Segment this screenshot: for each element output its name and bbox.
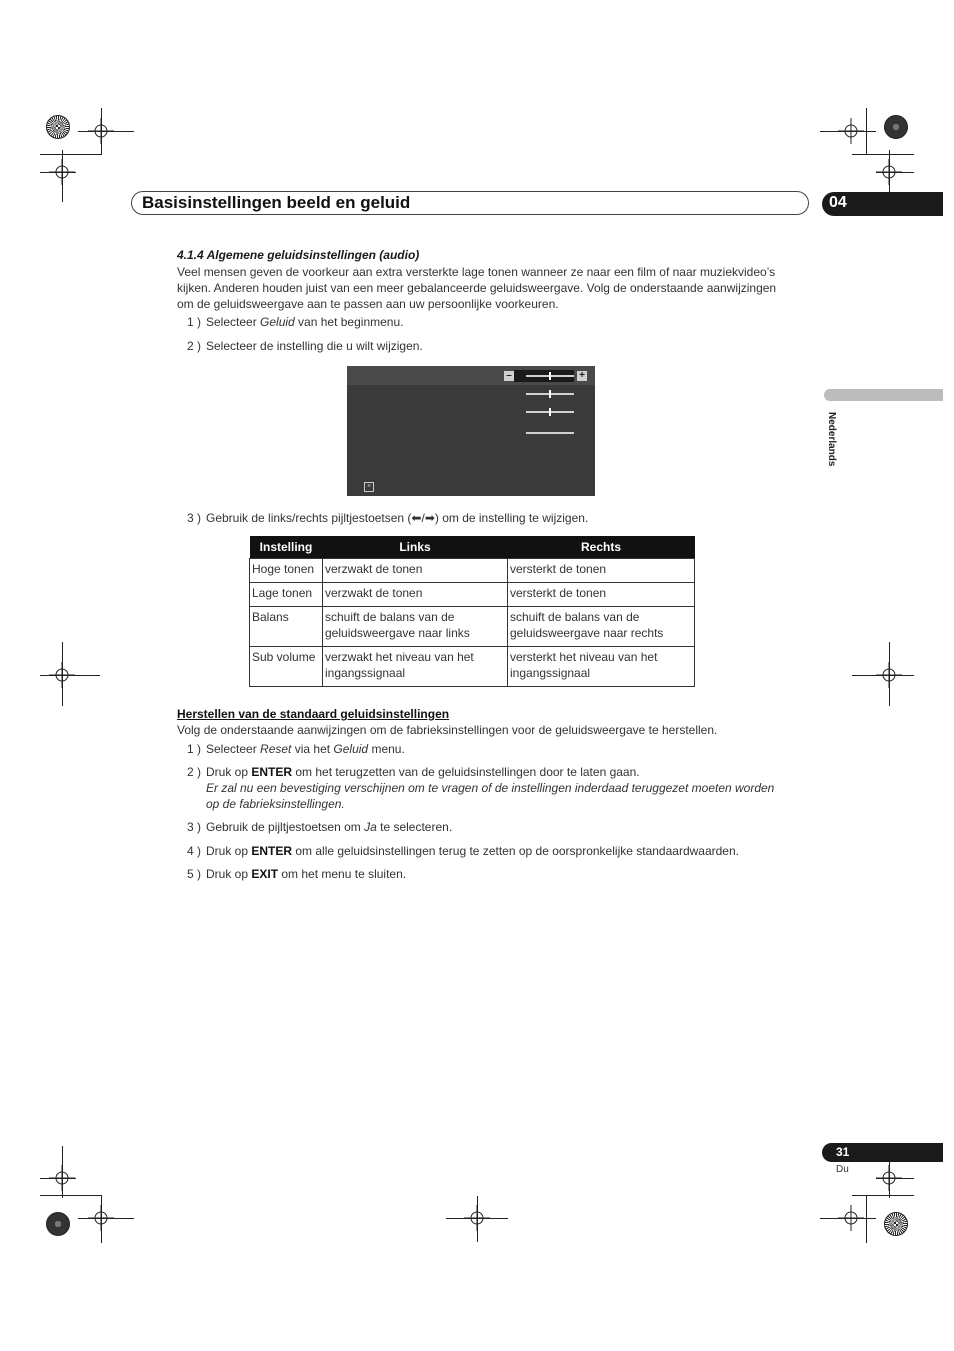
registration-rosette-icon	[884, 1212, 908, 1236]
reset-step-1: 1 ) Selecteer Reset via het Geluid menu.	[187, 742, 405, 756]
table-header: Links	[323, 536, 508, 559]
table-cell: verzwakt de tonen	[323, 559, 508, 583]
section-heading: 4.1.4 Algemene geluidsinstellingen (audio)	[177, 248, 420, 262]
table-cell: versterkt het niveau van het ingangssignaal	[508, 647, 695, 687]
table-header: Instelling	[250, 536, 323, 559]
crosshair-icon	[88, 118, 114, 144]
osd-slider-knob	[549, 372, 551, 380]
table-cell: versterkt de tonen	[508, 583, 695, 607]
crosshair-icon	[838, 118, 864, 144]
table-cell: Balans	[250, 607, 323, 647]
language-tab	[824, 389, 943, 401]
chapter-number: 04	[829, 194, 847, 211]
page-number: 31	[836, 1145, 850, 1159]
table-row	[250, 607, 695, 647]
osd-slider-sub-volume	[526, 432, 574, 434]
table-row	[250, 583, 695, 607]
table-cell: Sub volume	[250, 647, 323, 687]
reset-step-4: 4 ) Druk op ENTER om alle geluidsinstellingen terug te zetten op de oorspronkelijke standaardwaarden.	[187, 844, 739, 858]
table-row	[250, 647, 695, 687]
table-cell: schuift de balans van de geluidsweergave naar rechts	[508, 607, 695, 647]
reset-step-2: 2 ) Druk op ENTER om het terugzetten van de geluidsinstellingen door te laten gaan. Er zal nu een bevestiging verschijnen om te vragen of de instellingen inderdaad teruggezet moeten worden op de fabrieksinstellingen.	[187, 765, 775, 811]
registration-rosette-icon	[46, 115, 70, 139]
registration-rosette-icon	[46, 1212, 70, 1236]
reset-intro: Volg de onderstaande aanwijzingen om de fabrieksinstellingen voor de geluidsweergave te herstellen.	[177, 723, 718, 737]
reset-heading: Herstellen van de standaard geluidsinstellingen	[177, 707, 450, 721]
table-cell: Lage tonen	[250, 583, 323, 607]
step-2: 2 ) Selecteer de instelling die u wilt wijzigen.	[187, 339, 423, 353]
close-icon: ×	[364, 482, 374, 492]
osd-audio-menu	[347, 366, 595, 496]
plus-icon: +	[577, 371, 587, 381]
chapter-title: Basisinstellingen beeld en geluid	[142, 193, 411, 212]
table-cell: schuift de balans van de geluidsweergave naar links	[323, 607, 508, 647]
table-cell: Hoge tonen	[250, 559, 323, 583]
section-intro: Veel mensen geven de voorkeur aan extra versterkte lage tonen wanneer ze naar een film of naar muziekvideo’s kijken. Anderen houden juist van een meer gebalanceerde geluidsweergave. Volg de onderstaande aanwijzingen om de geluidsweergave aan te passen aan uw persoonlijke voorkeuren.	[177, 265, 777, 311]
language-label: Nederlands	[826, 412, 837, 467]
registration-rosette-icon	[884, 115, 908, 139]
minus-icon: –	[504, 371, 514, 381]
table-row	[250, 559, 695, 583]
osd-slider-knob	[549, 390, 551, 398]
table-cell: verzwakt de tonen	[323, 583, 508, 607]
step-1: 1 ) Selecteer Geluid van het beginmenu.	[187, 315, 404, 329]
page-language-code: Du	[836, 1164, 849, 1175]
step-3: 3 ) Gebruik de links/rechts pijltjestoetsen (⬅/➡) om de instelling te wijzigen.	[187, 511, 589, 525]
osd-slider-knob	[549, 408, 551, 416]
table-cell: verzwakt het niveau van het ingangssignaal	[323, 647, 508, 687]
crosshair-icon	[876, 159, 902, 185]
table-header-row	[250, 536, 695, 559]
table-header: Rechts	[508, 536, 695, 559]
reset-step-3: 3 ) Gebruik de pijltjestoetsen om Ja te selecteren.	[187, 820, 453, 834]
table-cell: versterkt de tonen	[508, 559, 695, 583]
reset-step-5: 5 ) Druk op EXIT om het menu te sluiten.	[187, 867, 407, 881]
settings-table	[249, 536, 695, 687]
crosshair-icon	[49, 159, 75, 185]
